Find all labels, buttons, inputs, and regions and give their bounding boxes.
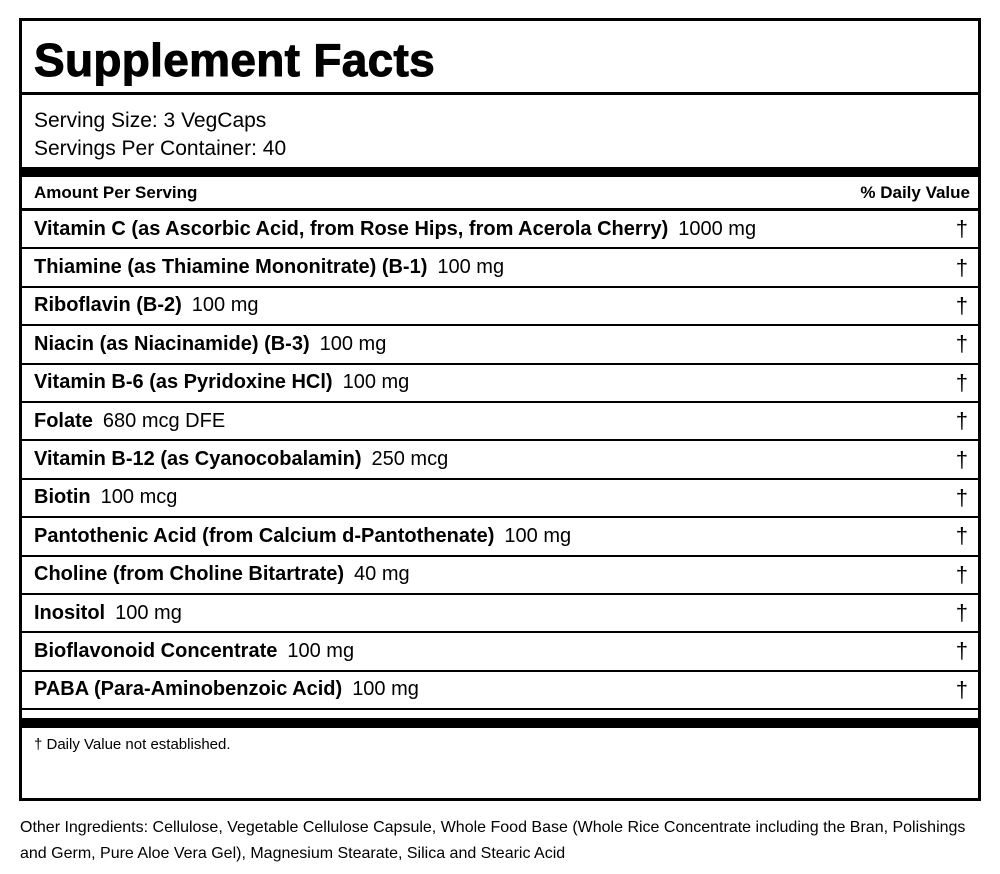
daily-value-dagger: † (955, 561, 968, 587)
nutrient-name: PABA (Para-Aminobenzoic Acid) (34, 678, 343, 701)
nutrient-row (22, 403, 978, 441)
nutrient-label (34, 525, 571, 548)
nutrient-row (22, 441, 978, 479)
nutrient-name: Choline (from Choline Bitartrate) (34, 563, 345, 586)
nutrient-name: Bioflavonoid Concentrate (34, 639, 278, 662)
daily-value-dagger: † (955, 484, 968, 510)
nutrient-label (34, 448, 448, 471)
panel-title: Supplement Facts (34, 33, 435, 86)
daily-value-dagger: † (955, 254, 968, 280)
nutrient-label (34, 602, 182, 625)
nutrient-row (22, 326, 978, 364)
nutrient-label (34, 218, 756, 241)
servings-per-container: Servings Per Container: 40 (34, 137, 287, 160)
nutrient-label (34, 294, 259, 317)
nutrient-name: Vitamin C (as Ascorbic Acid, from Rose Hips, from Acerola Cherry) (34, 217, 669, 240)
nutrient-name: Folate (34, 409, 93, 432)
daily-value-dagger: † (955, 216, 968, 242)
nutrient-row (22, 365, 978, 403)
nutrient-amount: 100 mg (342, 371, 410, 394)
daily-value-dagger: † (955, 638, 968, 664)
daily-value-dagger: † (955, 369, 968, 395)
nutrient-row (22, 211, 978, 249)
nutrient-row (22, 518, 978, 556)
nutrient-amount: 100 mg (319, 332, 387, 355)
nutrient-row (22, 595, 978, 633)
nutrient-name: Riboflavin (B-2) (34, 294, 182, 317)
daily-value-dagger: † (955, 523, 968, 549)
nutrient-row (22, 633, 978, 671)
footnote: † Daily Value not established. (34, 736, 231, 754)
nutrient-label (34, 333, 386, 356)
nutrient-label (34, 563, 410, 586)
nutrient-amount: 1000 mg (678, 217, 757, 240)
nutrient-name: Thiamine (as Thiamine Mononitrate) (B-1) (34, 256, 428, 279)
column-header-row (22, 177, 978, 211)
nutrient-amount: 100 mg (504, 524, 572, 547)
nutrient-amount: 100 mg (115, 601, 182, 624)
daily-value-dagger: † (955, 331, 968, 357)
daily-value-dagger: † (955, 600, 968, 626)
nutrient-list (22, 211, 978, 710)
thick-divider-bottom (22, 718, 978, 728)
title-row (22, 21, 978, 95)
thick-divider-top (22, 167, 978, 177)
nutrient-label (34, 486, 177, 509)
nutrient-name: Vitamin B-12 (as Cyanocobalamin) (34, 448, 362, 471)
nutrient-amount: 100 mg (191, 294, 259, 317)
nutrient-name: Inositol (34, 601, 106, 624)
nutrient-amount: 680 mcg DFE (102, 409, 226, 432)
nutrient-label (34, 256, 504, 279)
serving-info (22, 95, 978, 167)
daily-value-dagger: † (955, 292, 968, 318)
supplement-facts-panel (19, 18, 981, 801)
other-ingredients: Other Ingredients: Cellulose, Vegetable Cellulose Capsule, Whole Food Base (Whole Rice Concentrate including the Bran, Polishings and Germ, Pure Aloe Vera Gel), Magnesium Stearate, Silica and Stearic Acid (20, 819, 966, 862)
nutrient-label (34, 371, 409, 394)
daily-value-header: % Daily Value (860, 182, 970, 202)
daily-value-dagger: † (955, 446, 968, 472)
nutrient-row (22, 557, 978, 595)
nutrient-amount: 100 mg (287, 639, 355, 662)
nutrient-name: Niacin (as Niacinamide) (B-3) (34, 332, 310, 355)
nutrient-label (34, 678, 419, 701)
nutrient-amount: 100 mcg (100, 486, 178, 509)
spacer-row (22, 710, 978, 718)
nutrient-amount: 100 mg (352, 678, 419, 701)
nutrient-name: Biotin (34, 486, 91, 509)
nutrient-name: Pantothenic Acid (from Calcium d-Pantothenate) (34, 524, 495, 547)
nutrient-amount: 40 mg (354, 563, 410, 586)
nutrient-amount: 100 mg (437, 256, 505, 279)
nutrient-row (22, 288, 978, 326)
serving-size: Serving Size: 3 VegCaps (34, 109, 267, 132)
nutrient-row (22, 672, 978, 710)
nutrient-row (22, 480, 978, 518)
daily-value-dagger: † (955, 408, 968, 434)
nutrient-label (34, 410, 225, 433)
amount-per-serving-header: Amount Per Serving (34, 182, 198, 202)
nutrient-amount: 250 mcg (371, 448, 449, 471)
daily-value-dagger: † (955, 676, 968, 702)
nutrient-row (22, 249, 978, 287)
nutrient-label (34, 640, 354, 663)
nutrient-name: Vitamin B-6 (as Pyridoxine HCl) (34, 371, 333, 394)
